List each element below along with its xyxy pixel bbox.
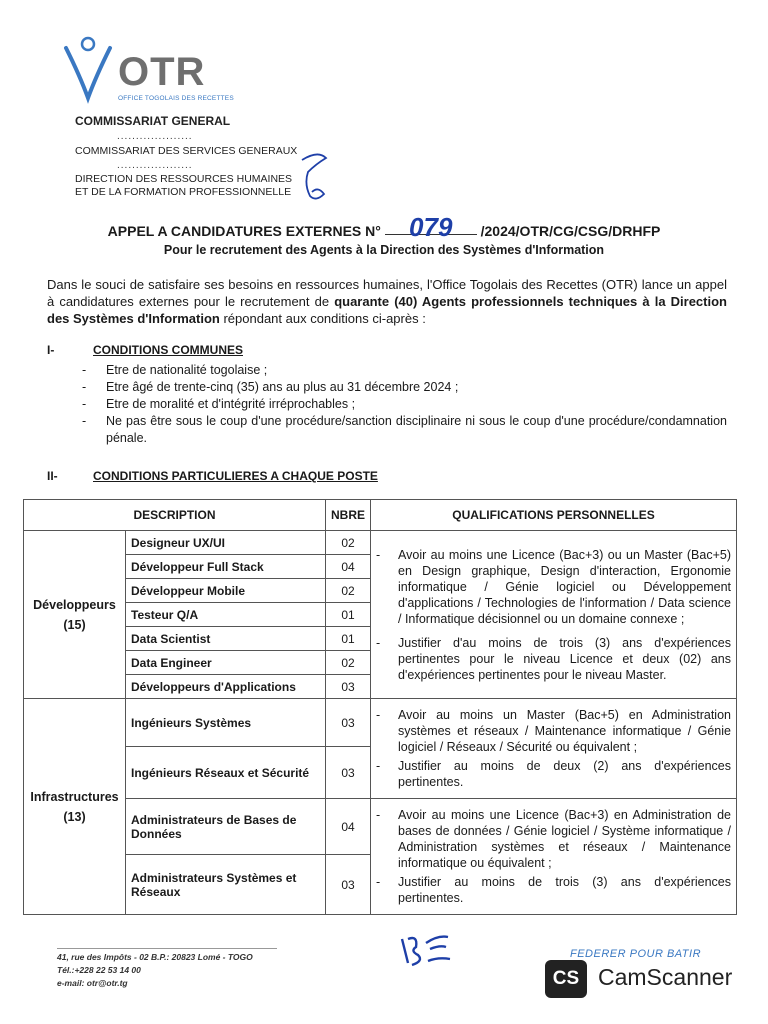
poste-cell: Développeurs d'Applications <box>126 675 326 699</box>
category-developpeurs <box>24 531 126 699</box>
title-number: 079 <box>385 220 477 235</box>
nbre-cell: 02 <box>326 579 371 603</box>
nbre-cell: 04 <box>326 555 371 579</box>
footer-slogan: FEDERER POUR BATIR <box>570 948 702 960</box>
header-qualifications: QUALIFICATIONS PERSONNELLES <box>371 500 737 531</box>
condition-item: - Etre âgé de trente-cinq (35) ans au plus au 31 décembre 2024 ; <box>82 379 727 396</box>
section1-number: I- <box>47 343 55 357</box>
qualifications-dev <box>371 531 737 699</box>
nbre-cell: 02 <box>326 651 371 675</box>
poste-cell: Administrateurs de Bases de Données <box>126 799 326 855</box>
qualification-item: - Justifier au moins de deux (2) ans d'expériences pertinentes. <box>376 758 731 790</box>
section1-title: CONDITIONS COMMUNES <box>93 343 243 357</box>
document-title <box>0 212 768 242</box>
poste-cell: Data Scientist <box>126 627 326 651</box>
footer-address: 41, rue des Impôts - 02 B.P.: 20823 Lomé - TOGO <box>57 952 253 962</box>
condition-item: - Ne pas être sous le coup d'une procédure/sanction disciplinaire ni sous le coup d'une procédure/condamnation pénale. <box>82 413 727 447</box>
header-formation: ET DE LA FORMATION PROFESSIONNELLE <box>75 186 292 198</box>
intro-text-2: répondant aux conditions ci-après : <box>219 311 426 326</box>
header-commissariat-services: COMMISSARIAT DES SERVICES GENERAUX <box>75 145 298 157</box>
title-suffix: /2024/OTR/CG/CSG/DRHFP <box>480 223 661 239</box>
table-row <box>24 799 737 855</box>
condition-item: - Etre de nationalité togolaise ; <box>82 362 727 379</box>
positions-table <box>23 499 737 915</box>
nbre-cell: 01 <box>326 603 371 627</box>
camscanner-watermark: CamScanner <box>598 964 733 990</box>
nbre-cell: 03 <box>326 675 371 699</box>
header-direction-rh: DIRECTION DES RESSOURCES HUMAINES <box>75 173 293 185</box>
poste-cell: Développeur Mobile <box>126 579 326 603</box>
nbre-cell: 01 <box>326 627 371 651</box>
nbre-cell: 03 <box>326 747 371 799</box>
poste-cell: Ingénieurs Systèmes <box>126 699 326 747</box>
footer-tel: Tél.:+228 22 53 14 00 <box>57 965 141 975</box>
poste-cell: Data Engineer <box>126 651 326 675</box>
nbre-cell: 02 <box>326 531 371 555</box>
qualification-item: - Avoir au moins une Licence (Bac+3) en Administration de bases de données / Génie logiciel / Système informatique / Administration systèmes et réseaux / Maintenance informatique ou équivalent ; <box>376 807 731 871</box>
section2-number: II- <box>47 469 58 483</box>
title-prefix: APPEL A CANDIDATURES EXTERNES N° <box>107 223 381 239</box>
table-row <box>24 531 737 555</box>
logo-subtitle: OFFICE TOGOLAIS DES RECETTES <box>118 95 234 102</box>
logo-wordmark: OTR <box>118 50 206 94</box>
nbre-cell: 04 <box>326 799 371 855</box>
category-infrastructures <box>24 699 126 915</box>
intro-paragraph <box>47 276 727 327</box>
poste-cell: Administrateurs Systèmes et Réseaux <box>126 855 326 915</box>
director-initials-signature <box>398 925 458 970</box>
poste-cell: Développeur Full Stack <box>126 555 326 579</box>
qualification-item: - Justifier d'au moins de trois (3) ans d'expériences pertinentes pour le niveau Licence et deux (02) ans d'expériences pertinentes pour le niveau Master. <box>376 635 731 683</box>
qualifications-infra-a <box>371 699 737 799</box>
camscanner-badge: CS <box>545 960 587 998</box>
initials-signature <box>296 150 336 206</box>
nbre-cell: 03 <box>326 699 371 747</box>
intro-bold: quarante (40) Agents professionnels techniques à la Direction des Systèmes d'Information <box>47 294 727 326</box>
header-dots-2: .................... <box>117 160 193 171</box>
intro-text-1: Dans le souci de satisfaire ses besoins en ressources humaines, l'Office Togolais des Recettes (OTR) lance un appel à candidatures externes pour le recrutement de <box>47 277 727 309</box>
header-dots-1: .................... <box>117 131 193 142</box>
footer-divider <box>57 948 277 949</box>
poste-cell: Testeur Q/A <box>126 603 326 627</box>
category-name: Développeurs <box>33 597 116 612</box>
nbre-cell: 03 <box>326 855 371 915</box>
header-description: DESCRIPTION <box>24 500 326 531</box>
table-header-row <box>24 500 737 531</box>
common-conditions-list <box>82 362 727 447</box>
header-nbre: NBRE <box>326 500 371 531</box>
qualification-item: - Avoir au moins une Licence (Bac+3) ou un Master (Bac+5) en Design graphique, Design d'interaction, Ergonomie informatique / Génie logiciel ou Développement d'applications / Technologies de l'information / Data science / Informatique décisionnel ou un domaine connexe ; <box>376 547 731 627</box>
document-subtitle: Pour le recrutement des Agents à la Direction des Systèmes d'Information <box>163 243 605 257</box>
footer-email: e-mail: otr@otr.tg <box>57 978 128 988</box>
table-row <box>24 699 737 747</box>
category-count: (15) <box>63 617 86 632</box>
poste-cell: Designeur UX/UI <box>126 531 326 555</box>
qualification-item: - Justifier au moins de trois (3) ans d'expériences pertinentes. <box>376 874 731 906</box>
section2-title: CONDITIONS PARTICULIERES A CHAQUE POSTE <box>93 469 378 483</box>
qualifications-infra-b <box>371 799 737 915</box>
qualification-item: - Avoir au moins un Master (Bac+5) en Administration systèmes et réseaux / Maintenance informatique / Génie logiciel / Réseaux / Sécurité ou équivalent ; <box>376 707 731 755</box>
poste-cell: Ingénieurs Réseaux et Sécurité <box>126 747 326 799</box>
category-count: (13) <box>63 809 86 824</box>
condition-item: - Etre de moralité et d'intégrité irréprochables ; <box>82 396 727 413</box>
category-name: Infrastructures <box>30 789 119 804</box>
header-commissariat-general: COMMISSARIAT GENERAL <box>75 114 231 128</box>
